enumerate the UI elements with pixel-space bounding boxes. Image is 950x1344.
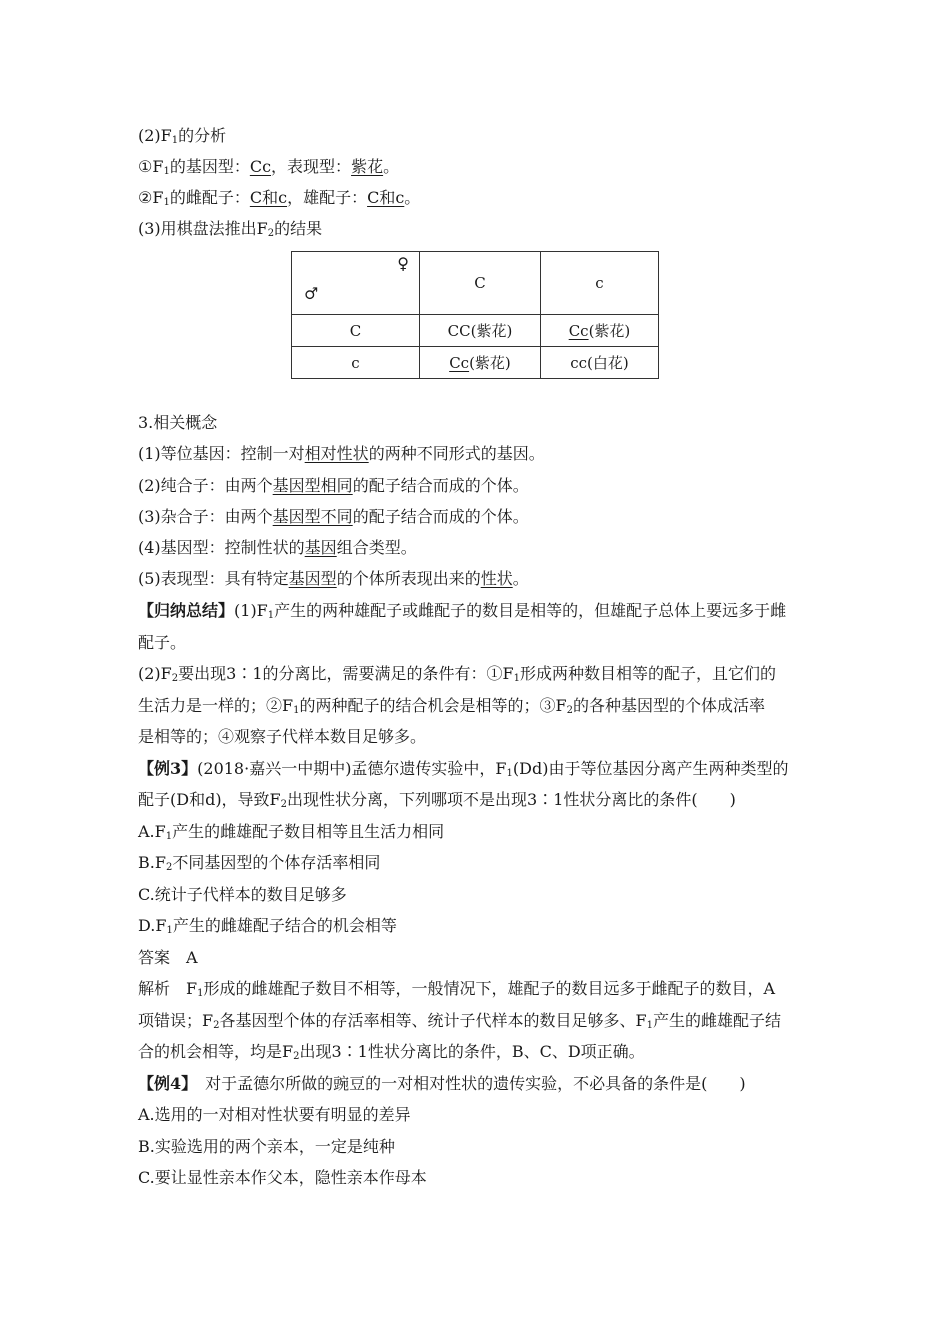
summary-line: 是相等的；④观察子代样本数目足够多。	[138, 727, 427, 746]
female-symbol: ♀	[397, 254, 409, 273]
section-title: (3)用棋盘法推出$F_2$的结果	[138, 219, 323, 239]
option-b: $B.F_2$不同基因型的个体存活率相同	[138, 853, 381, 873]
section-title: $(2)F_1$的分析	[138, 126, 227, 146]
example-tag: 【例4】	[138, 1074, 190, 1093]
option-c: C.要让显性亲本作父本，隐性亲本作母本	[138, 1168, 427, 1187]
male-symbol: ♂	[304, 284, 319, 303]
option-a: $A.F_1$产生的雌雄配子数目相等且生活力相同	[138, 822, 445, 842]
row-header: c	[292, 347, 420, 379]
option-a: A.选用的一对相对性状要有明显的差异	[138, 1105, 411, 1124]
concept-item: (4)基因型：控制性状的基因组合类型。	[138, 538, 417, 557]
section-title: 3.相关概念	[138, 413, 218, 432]
table-cell: CC(紫花)	[420, 315, 541, 347]
question-text: 配子(D和d)，导致$F_2$出现性状分离，下列哪项不是出现3∶1性状分离比的条件( )	[138, 790, 736, 810]
column-header: c	[541, 252, 659, 315]
table-cell: Cc(紫花)	[541, 315, 659, 347]
summary-line: $(2)F_2$要出现3∶1的分离比，需要满足的条件有：$①F_1$形成两种数目相等的配子，且它们的	[138, 664, 776, 684]
corner-cell	[292, 252, 420, 315]
analysis-text: 项错误；$F_2$各基因型个体的存活率相等、统计子代样本的数目足够多、$F_1$产生的雌雄配子结	[138, 1011, 781, 1031]
summary-line: 生活力是一样的；$②F_1$的两种配子的结合机会是相等的；$③F_2$的各种基因型的个体成活率	[138, 696, 765, 716]
f1-gametes-line: $②F_1$的雌配子：C和c，雄配子：C和c。	[138, 188, 421, 208]
answer: 答案 A	[138, 948, 198, 967]
analysis-text: 合的机会相等，均是$F_2$出现3∶1性状分离比的条件，B、C、D项正确。	[138, 1042, 645, 1062]
concept-item: (5)表现型：具有特定基因型的个体所表现出来的性状。	[138, 569, 529, 588]
punnett-square	[291, 251, 659, 379]
table-row	[292, 315, 659, 347]
concept-item: (3)杂合子：由两个基因型不同的配子结合而成的个体。	[138, 507, 529, 526]
table-row	[292, 252, 659, 315]
concept-item: (1)等位基因：控制一对相对性状的两种不同形式的基因。	[138, 444, 545, 463]
option-b: B.实验选用的两个亲本，一定是纯种	[138, 1137, 395, 1156]
f1-genotype-line: $①F_1$的基因型：Cc，表现型：紫花。	[138, 157, 400, 177]
summary-line: 配子。	[138, 633, 187, 652]
table-row	[292, 347, 659, 379]
question-text: 【例4】 对于孟德尔所做的豌豆的一对相对性状的遗传实验，不必具备的条件是( )	[138, 1074, 746, 1093]
example-tag: 【例3】	[138, 759, 198, 778]
table-cell: Cc(紫花)	[420, 347, 541, 379]
analysis-text: 解析 $F_1$形成的雌雄配子数目不相等，一般情况下，雄配子的数目远多于雌配子的数目，A	[138, 979, 776, 999]
concept-item: (2)纯合子：由两个基因型相同的配子结合而成的个体。	[138, 476, 529, 495]
row-header: C	[292, 315, 420, 347]
table-cell: cc(白花)	[541, 347, 659, 379]
column-header: C	[420, 252, 541, 315]
question-text: 【例3】(2018·嘉兴一中期中)孟德尔遗传实验中，$F_1(Dd)$由于等位基因分离产生两种类型的	[138, 759, 789, 779]
option-c: C.统计子代样本的数目足够多	[138, 885, 347, 904]
option-d: $D.F_1$产生的雌雄配子结合的机会相等	[138, 916, 397, 936]
summary-tag: 【归纳总结】	[138, 601, 235, 620]
summary-paragraph: 【归纳总结】$(1)F_1$产生的两种雄配子或雌配子的数目是相等的，但雄配子总体上要远多于雌	[138, 601, 787, 621]
